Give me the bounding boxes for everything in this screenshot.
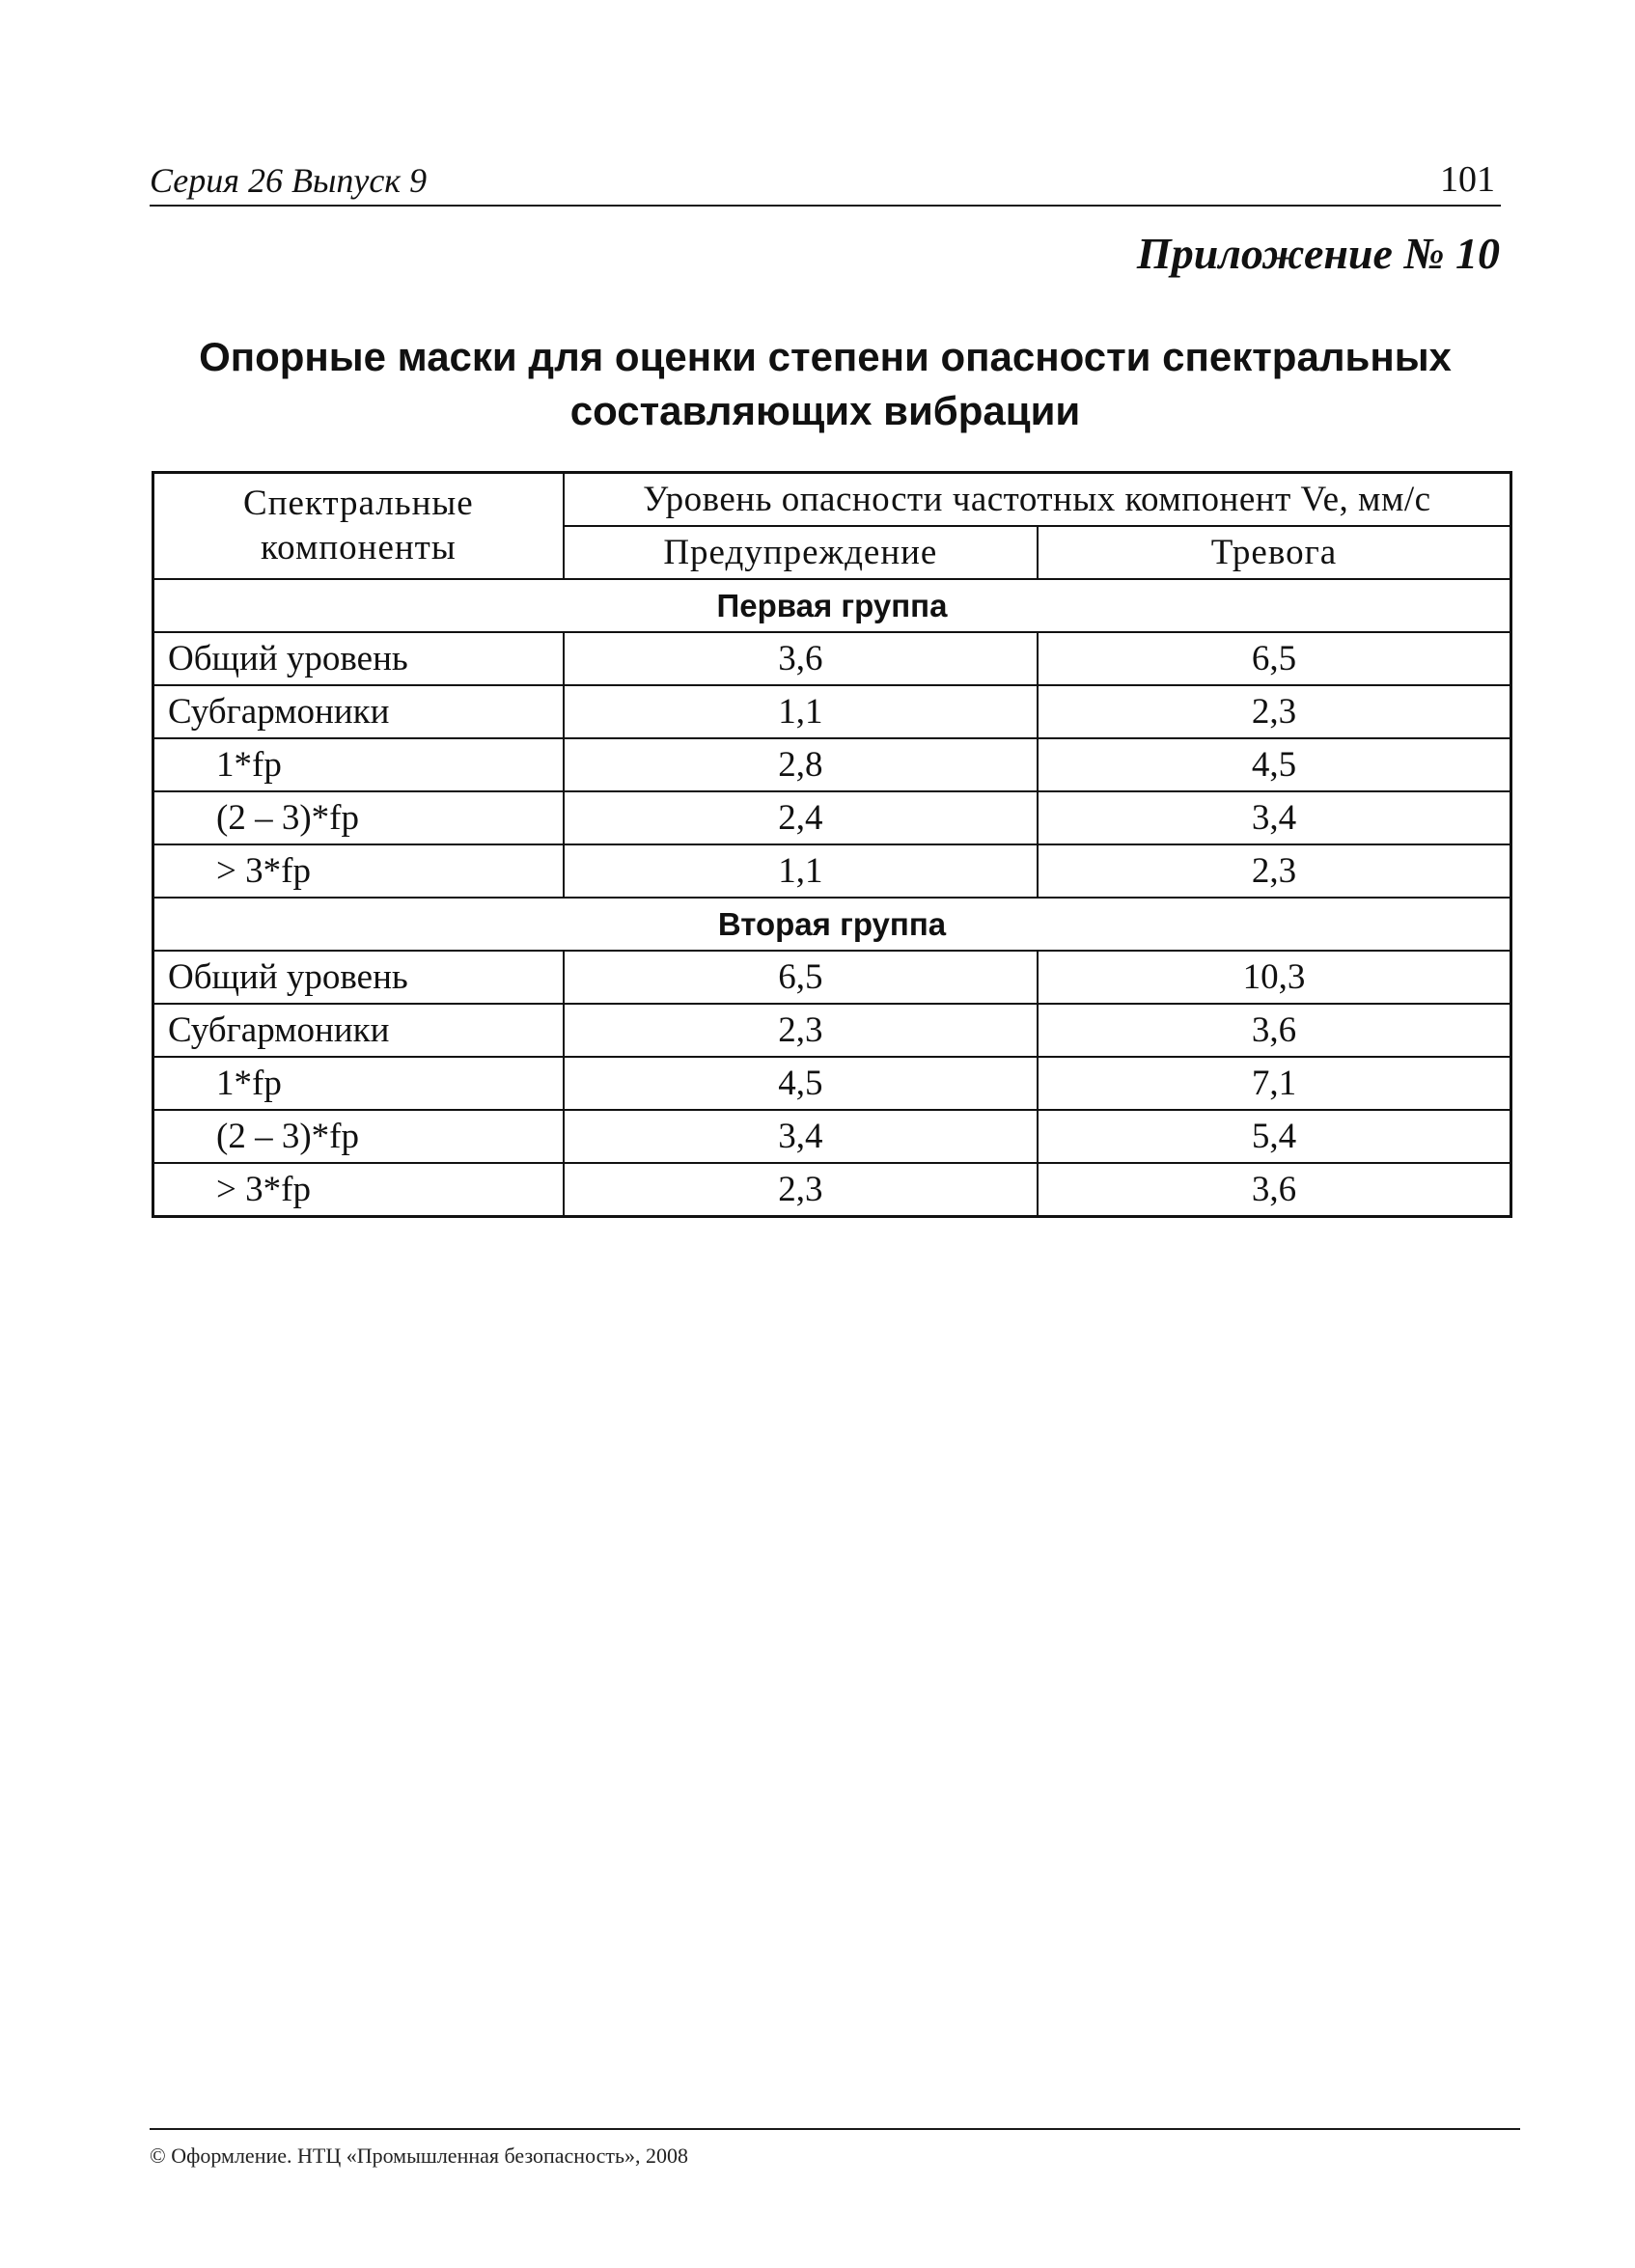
warning-value-cell: 4,5 <box>564 1057 1038 1110</box>
warning-header: Предупреждение <box>564 526 1038 579</box>
group-title: Вторая группа <box>153 898 1511 951</box>
masks-table <box>152 471 1512 1218</box>
component-label-cell: (2 – 3)*fp <box>153 1110 564 1163</box>
alarm-value-cell: 3,6 <box>1038 1004 1511 1057</box>
component-label-cell: > 3*fp <box>153 844 564 898</box>
component-label-cell: 1*fp <box>153 1057 564 1110</box>
spectral-components-header-line-1: Спектральные <box>243 484 474 523</box>
table-body <box>153 579 1511 1217</box>
warning-value-cell: 2,4 <box>564 791 1038 844</box>
alarm-header: Тревога <box>1038 526 1511 579</box>
table-row <box>153 1163 1511 1217</box>
alarm-value-cell: 5,4 <box>1038 1110 1511 1163</box>
page-number: 101 <box>1440 159 1495 200</box>
table-row <box>153 951 1511 1004</box>
component-label-cell: Общий уровень <box>153 632 564 685</box>
component-label-cell: > 3*fp <box>153 1163 564 1217</box>
alarm-value-cell: 7,1 <box>1038 1057 1511 1110</box>
group-row <box>153 579 1511 632</box>
danger-level-header: Уровень опасности частотных компонент Ve, мм/с <box>564 473 1511 527</box>
component-label-cell: Общий уровень <box>153 951 564 1004</box>
group-title: Первая группа <box>153 579 1511 632</box>
alarm-value-cell: 2,3 <box>1038 844 1511 898</box>
table-row <box>153 844 1511 898</box>
alarm-value-cell: 10,3 <box>1038 951 1511 1004</box>
component-label-cell: (2 – 3)*fp <box>153 791 564 844</box>
appendix-title: Приложение № 10 <box>1136 229 1500 278</box>
table-row <box>153 1057 1511 1110</box>
document-title-line-2: составляющих вибрации <box>569 388 1081 433</box>
warning-value-cell: 3,4 <box>564 1110 1038 1163</box>
warning-value-cell: 1,1 <box>564 844 1038 898</box>
warning-value-cell: 2,3 <box>564 1163 1038 1217</box>
alarm-value-cell: 2,3 <box>1038 685 1511 738</box>
warning-value-cell: 2,3 <box>564 1004 1038 1057</box>
table-row <box>153 1004 1511 1057</box>
table-row <box>153 632 1511 685</box>
warning-value-cell: 3,6 <box>564 632 1038 685</box>
warning-value-cell: 2,8 <box>564 738 1038 791</box>
alarm-value-cell: 6,5 <box>1038 632 1511 685</box>
warning-value-cell: 1,1 <box>564 685 1038 738</box>
page-header <box>150 154 1501 207</box>
component-label-cell: Субгармоники <box>153 1004 564 1057</box>
document-title-line-1: Опорные маски для оценки степени опасности спектральных <box>199 334 1452 379</box>
alarm-value-cell: 4,5 <box>1038 738 1511 791</box>
component-label-cell: 1*fp <box>153 738 564 791</box>
alarm-value-cell: 3,4 <box>1038 791 1511 844</box>
component-label-cell: Субгармоники <box>153 685 564 738</box>
table-header-row <box>153 473 1511 527</box>
alarm-value-cell: 3,6 <box>1038 1163 1511 1217</box>
group-row <box>153 898 1511 951</box>
series-label: Серия 26 Выпуск 9 <box>150 161 428 200</box>
table-row <box>153 685 1511 738</box>
table-row <box>153 1110 1511 1163</box>
spectral-components-header <box>153 473 564 580</box>
warning-value-cell: 6,5 <box>564 951 1038 1004</box>
spectral-components-header-line-2: компоненты <box>261 528 457 567</box>
document-title <box>150 330 1501 438</box>
table-row <box>153 791 1511 844</box>
table-row <box>153 738 1511 791</box>
copyright-footer: © Оформление. НТЦ «Промышленная безопасность», 2008 <box>150 2128 1520 2169</box>
